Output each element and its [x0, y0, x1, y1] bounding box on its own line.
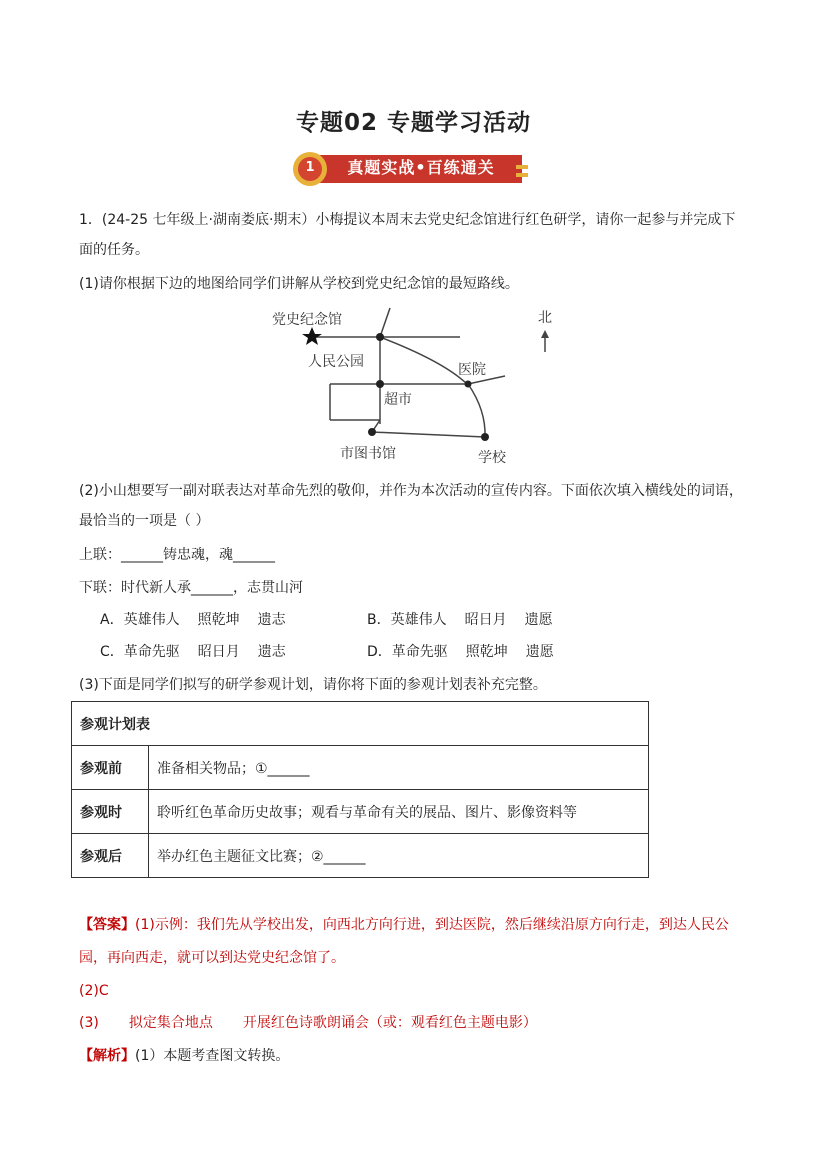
- banner-number: 1: [305, 160, 315, 175]
- map-label-library: 市图书馆: [340, 446, 396, 462]
- option-a: [100, 610, 286, 630]
- analysis-tag: 【解析】: [79, 1048, 135, 1064]
- visit-plan-table: [71, 701, 649, 878]
- row-content: 举办红色主题征文比赛；②______: [149, 834, 649, 878]
- map-label-hospital: 医院: [458, 362, 486, 378]
- option-part: 英雄伟人: [390, 612, 447, 628]
- map-label-park: 人民公园: [308, 354, 364, 370]
- option-part: 英雄伟人: [123, 612, 180, 628]
- option-part: 遗愿: [524, 612, 553, 628]
- q1-sub2-line2: 最恰当的一项是（ ）: [79, 513, 210, 529]
- option-part: 遗愿: [525, 644, 554, 660]
- option-letter: C．: [100, 644, 124, 660]
- map-label-school: 学校: [478, 450, 506, 466]
- answer-line1: [79, 915, 729, 935]
- option-c: [100, 642, 286, 662]
- table-title: 参观计划表: [72, 702, 649, 746]
- analysis-text: (1）本题考查图文转换。: [135, 1048, 290, 1064]
- answer-part3-a: 拟定集合地点: [128, 1015, 213, 1031]
- row-head: 参观时: [72, 790, 149, 834]
- q1-sub1: (1)请你根据下边的地图给同学们讲解从学校到党史纪念馆的最短路线。: [79, 276, 519, 292]
- row-head: 参观前: [72, 746, 149, 790]
- option-b: [367, 610, 553, 630]
- option-part: 革命先驱: [391, 644, 448, 660]
- option-d: [367, 642, 554, 662]
- map-label-memorial: 党史纪念馆: [272, 312, 342, 328]
- q1-intro-line2: 面的任务。: [79, 242, 149, 258]
- couplet-lower: 下联：时代新人承______，志贯山河: [79, 580, 303, 596]
- map-label-supermarket: 超市: [384, 392, 412, 408]
- map-label-north: 北: [538, 310, 552, 326]
- memorial-star-icon: [302, 327, 322, 345]
- option-letter: A．: [100, 612, 124, 628]
- table-row: [72, 790, 649, 834]
- table-title-row: [72, 702, 649, 746]
- option-part: 昭日月: [197, 644, 240, 660]
- q1-sub3: (3)下面是同学们拟写的研学参观计划，请你将下面的参观计划表补充完整。: [79, 677, 547, 693]
- row-content: 准备相关物品；①______: [149, 746, 649, 790]
- option-part: 遗志: [257, 612, 286, 628]
- banner-label: 真题实战•百练通关: [347, 158, 495, 177]
- answer-line2: 园，再向西走，就可以到达党史纪念馆了。: [79, 950, 345, 966]
- route-map: [260, 300, 580, 475]
- answer-text1: (1)示例：我们先从学校出发，向西北方向行进，到达医院，然后继续沿原方向行走，到达人民公: [135, 917, 729, 933]
- option-letter: D．: [367, 644, 392, 660]
- page-title: 专题02 专题学习活动: [295, 110, 531, 136]
- table-row: [72, 746, 649, 790]
- table-row: [72, 834, 649, 878]
- option-part: 遗志: [257, 644, 286, 660]
- option-part: 照乾坤: [197, 612, 240, 628]
- analysis-line: [79, 1046, 289, 1066]
- answer-tag: 【答案】: [79, 917, 135, 933]
- option-letter: B．: [367, 612, 391, 628]
- option-part: 昭日月: [464, 612, 507, 628]
- q1-intro-line1: 1．(24-25 七年级上·湖南娄底·期末）小梅提议本周末去党史纪念馆进行红色研学，请你一起参与并完成下: [79, 212, 736, 228]
- option-part: 照乾坤: [465, 644, 508, 660]
- row-content: 聆听红色革命历史故事；观看与革命有关的展品、图片、影像资料等: [149, 790, 649, 834]
- couplet-upper: 上联：______铸忠魂，魂______: [79, 547, 275, 563]
- q1-sub2-line1: (2)小山想要写一副对联表达对革命先烈的敬仰，并作为本次活动的宣传内容。下面依次填入横线处的词语，: [79, 483, 743, 499]
- answer-part3-b: 开展红色诗歌朗诵会（或：观看红色主题电影）: [242, 1015, 537, 1031]
- option-part: 革命先驱: [123, 644, 180, 660]
- answer-part2: (2)C: [79, 983, 109, 999]
- answer-part3-num: (3): [79, 1015, 99, 1031]
- answer-part3: [79, 1013, 537, 1033]
- row-head: 参观后: [72, 834, 149, 878]
